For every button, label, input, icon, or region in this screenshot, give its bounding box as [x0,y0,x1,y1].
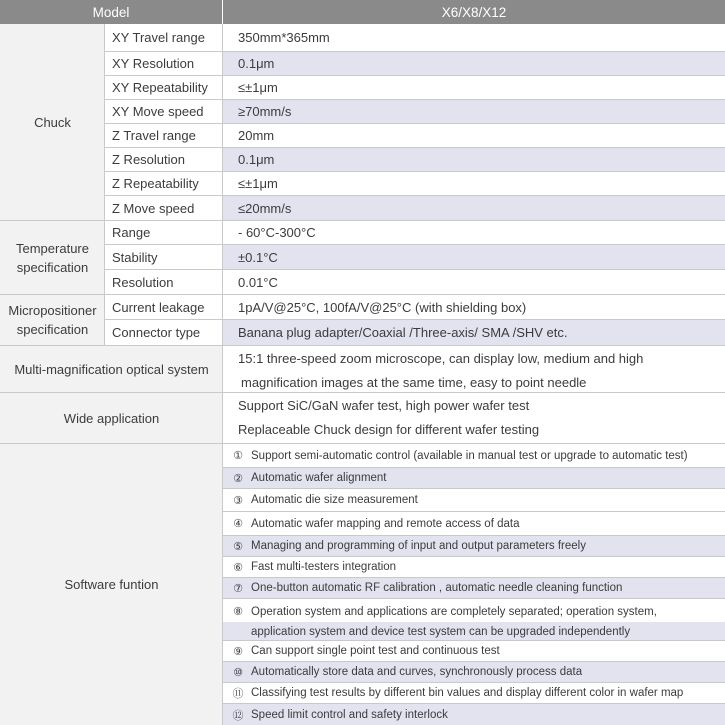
chuck-z-resolution-label: Z Resolution [104,148,223,172]
software-item-text: Speed limit control and safety interlock [251,708,448,721]
application-group-label: Wide application [0,393,223,444]
software-group-label: Software funtion [0,444,223,725]
chuck-xy-resolution-value: 0.1μm [222,52,725,76]
software-item-number: ⑩ [233,666,243,679]
temperature-group-line2: specification [16,259,89,275]
application-value [222,393,725,444]
software-item-6 [222,557,725,578]
software-item-2 [222,468,725,489]
software-item-text: Classifying test results by different bin values and display different color in wafer map [251,687,684,699]
micropositioner-leakage-label: Current leakage [104,295,223,320]
software-item-number: ⑦ [233,582,243,595]
optical-line1: 15:1 three-speed zoom microscope, can display low, medium and high [238,351,644,366]
chuck-xy-travel-value: 350mm*365mm [222,24,725,52]
chuck-xy-resolution-label: XY Resolution [104,52,223,76]
software-item-number: ③ [233,494,243,507]
chuck-xy-speed-value: ≥70mm/s [222,100,725,124]
chuck-z-repeatability-label: Z Repeatability [104,172,223,196]
software-item-text: Automatically store data and curves, synchronously process data [251,666,583,678]
software-item-10 [222,662,725,683]
software-item-text: Fast multi-testers integration [251,561,397,573]
temperature-range-value: - 60°C-300°C [222,221,725,245]
software-item-4 [222,512,725,536]
chuck-group-label: Chuck [0,24,105,221]
micropositioner-leakage-value: 1pA/V@25°C, 100fA/V@25°C (with shielding box) [222,295,725,320]
chuck-z-travel-value: 20mm [222,124,725,148]
application-line1: Support SiC/GaN wafer test, high power wafer test [238,398,530,413]
software-item-8 [222,599,725,641]
chuck-z-repeatability-value: ≤±1μm [222,172,725,196]
software-item-number: ⑧ [233,606,243,618]
software-item-11 [222,683,725,704]
software-item-text: Managing and programming of input and output parameters freely [251,540,586,552]
software-item-text: Can support single point test and continuous test [251,645,500,657]
chuck-xy-speed-label: XY Move speed [104,100,223,124]
chuck-xy-travel-label: XY Travel range [104,24,223,52]
software-item-number: ④ [233,518,243,530]
micropositioner-group-line2: specification [16,322,89,337]
temperature-group-line1: Temperature [16,240,89,256]
chuck-xy-repeatability-label: XY Repeatability [104,76,223,100]
optical-value [222,346,725,393]
optical-group-label: Multi-magnification optical system [0,346,223,393]
micropositioner-group-line1: Micropositioner [8,303,97,318]
software-item-number: ⑨ [233,645,243,658]
software-item-7 [222,578,725,599]
software-item-9 [222,641,725,662]
software-item-text: One-button automatic RF calibration , automatic needle cleaning function [251,582,623,594]
chuck-z-travel-label: Z Travel range [104,124,223,148]
software-item-number: ⑥ [233,561,243,574]
software-item-number: ⑪ [232,688,244,700]
model-header-value: X6/X8/X12 [223,0,725,24]
software-item-number: ⑤ [233,540,243,553]
temperature-group-label [0,221,105,295]
temperature-stability-value: ±0.1°C [222,245,725,270]
application-line2: Replaceable Chuck design for different wafer testing [238,422,540,437]
software-item-number: ① [233,450,243,462]
micropositioner-connector-label: Connector type [104,320,223,346]
temperature-resolution-label: Resolution [104,270,223,295]
software-item-text: Support semi-automatic control (available in manual test or upgrade to automatic test) [251,449,688,462]
software-item-5 [222,536,725,557]
software-item-text: Automatic wafer alignment [251,472,387,484]
software-item-text: Operation system and applications are completely separated; operation system, [251,606,657,618]
software-item-number: ⑫ [232,709,244,722]
software-item-text-continued: application system and device test system can be upgraded independently [223,622,725,641]
software-item-number: ② [233,472,243,485]
chuck-z-speed-value: ≤20mm/s [222,196,725,221]
micropositioner-group-label [0,295,105,346]
temperature-stability-label: Stability [104,245,223,270]
software-item-1 [222,444,725,468]
software-item-text: Automatic die size measurement [251,494,418,506]
software-item-3 [222,489,725,512]
temperature-resolution-value: 0.01°C [222,270,725,295]
software-item-12 [222,704,725,725]
software-item-text: Automatic wafer mapping and remote access of data [251,517,520,530]
chuck-z-resolution-value: 0.1μm [222,148,725,172]
chuck-xy-repeatability-value: ≤±1μm [222,76,725,100]
temperature-range-label: Range [104,221,223,245]
chuck-z-speed-label: Z Move speed [104,196,223,221]
optical-line2: magnification images at the same time, easy to point needle [241,375,587,390]
model-header-label: Model [0,0,222,24]
micropositioner-connector-value: Banana plug adapter/Coaxial /Three-axis/ SMA /SHV etc. [222,320,725,346]
